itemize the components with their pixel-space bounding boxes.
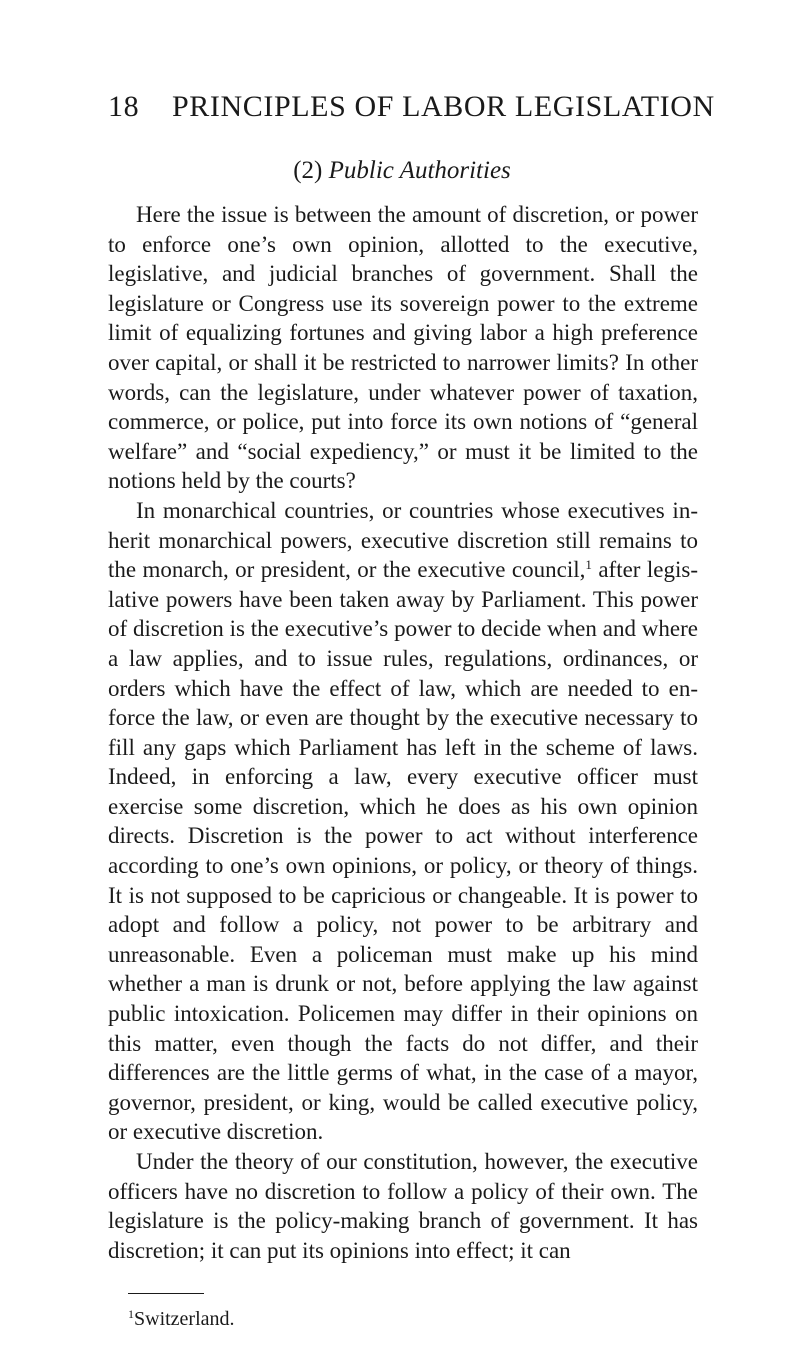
footnote-text: Switzerland. [134,1308,235,1330]
paragraph-3: Under the theory of our constitution, however, the executive officers have no discretion to follow a policy of their own. The legislature is the policy-making branch of government. It has discretion; it can put its opinions into effect; it can [108,1149,698,1263]
page-number: 18 [108,90,140,123]
body-text [108,200,698,1265]
paragraph-2-part-b: after legislative powers have been taken away by Parliament. This power of discretion is the executive’s power to decide when and where a law applies, and to issue rules, regulations, ordinances, or orders which have the effect of law, which are needed to enforce the law, or even are thought by the executive necessary to fill any gaps which Parliament has left in the scheme of laws. Indeed, in enforcing a law, every executive officer must exercise some discretion, which he does as his own opinion directs. Discretion is the power to act without interference according to one’s own opinions, or policy, or theory of things. It is not supposed to be capricious or changeable. It is power to adopt and follow a policy, not power to be arbitrary and unreasonable. Even a policeman must make up his mind whether a man is drunk or not, before applying the law against public intoxication. Policemen may differ in their opinions on this matter, even though the facts do not differ, and their differences are the little germs of what, in the case of a mayor, governor, president, or king, would be called executive policy, or executive discretion. [108,557,698,1145]
paragraph-2-part-a: In monarchical countries, or countries whose executives inherit monarchical powers, executive discretion still remains to the monarch, or president, or the executive council, [108,497,698,583]
paragraph-1: Here the issue is between the amount of discretion, or power to enforce one’s own opinion, allotted to the executive, legislative, and judicial branches of government. Shall the legislature or Congress use its sovereign power to the extreme limit of equalizing fortunes and giving labor a high preference over capital, or shall it be restricted to narrower limits? In other words, can the legislature, under whatever power of taxation, commerce, or police, put into force its own notions of “general welfare” and “social expediency,” or must it be limited to the notions held by the courts? [108,202,698,494]
section-heading [108,158,696,183]
footnote-reference: 1 [585,557,592,573]
footnote-marker: 1 [128,1307,134,1321]
paragraph-2 [108,496,698,1147]
footnote-divider [128,1293,204,1294]
running-header [108,90,715,123]
section-number: (2) [293,157,323,184]
running-header-title: PRINCIPLES OF LABOR LEGISLATION [172,90,715,123]
section-title: Public Authorities [328,157,511,184]
footnotes [128,1307,688,1331]
footnote-1 [128,1307,688,1331]
